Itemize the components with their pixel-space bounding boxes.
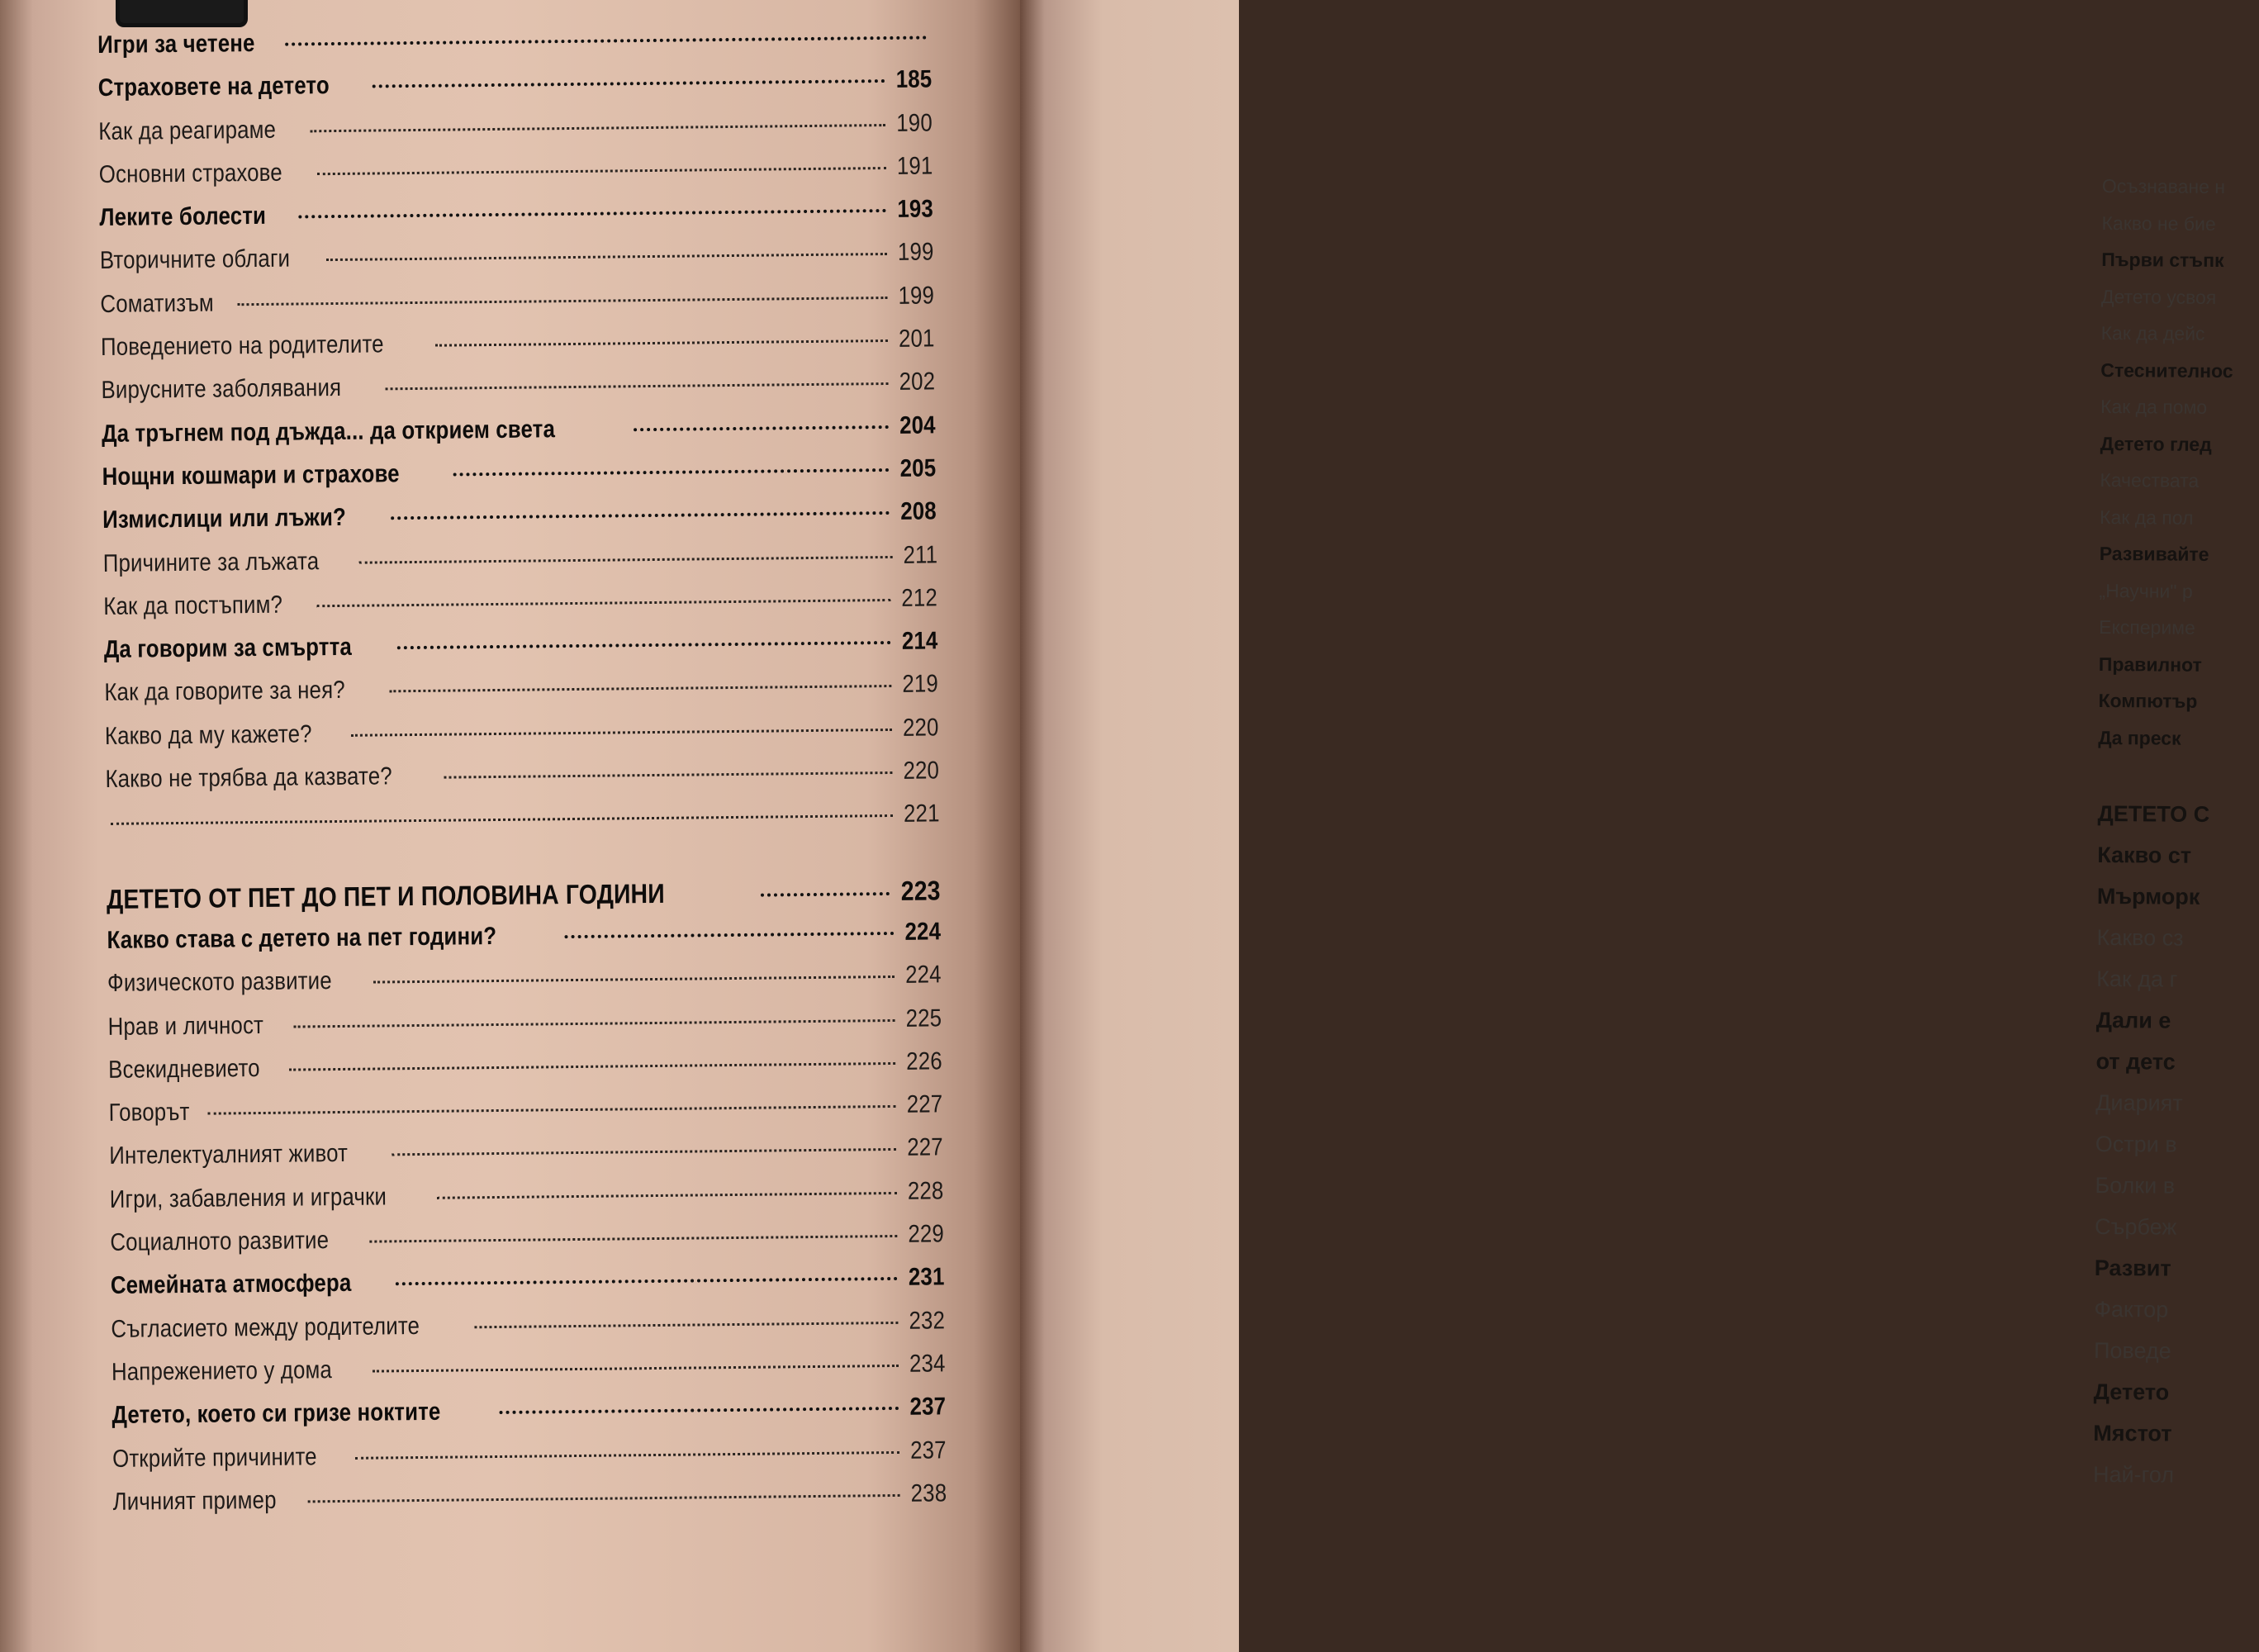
dot-leader <box>308 1494 900 1503</box>
toc-entry-title: Игри за четене <box>97 30 255 59</box>
toc-entry-title: Какво става с детето на пет години? <box>107 922 497 954</box>
dot-leader <box>359 556 892 564</box>
toc-entry-page: 199 <box>898 282 935 310</box>
toc-entry-partial: Мястот <box>2093 1420 2172 1446</box>
toc-entry-partial: Как да пол <box>2100 506 2194 529</box>
toc-entry-page: 211 <box>902 540 937 569</box>
toc-entry-page: 238 <box>910 1479 947 1507</box>
toc-entry-partial: Детето усвоя <box>2100 285 2217 308</box>
dot-leader <box>761 892 890 897</box>
toc-entry-title: Какво не трябва да казвате? <box>105 762 392 793</box>
dot-leader <box>565 932 895 938</box>
dot-leader <box>369 1235 897 1243</box>
toc-entry-partial: Детето глед <box>2100 432 2212 455</box>
toc-entry-page: 191 <box>897 152 933 180</box>
toc-entry-title: Игри, забавления и играчки <box>109 1183 387 1213</box>
toc-entry-title: Говорът <box>108 1099 190 1127</box>
toc-entry-page: 234 <box>909 1350 947 1378</box>
dot-leader <box>392 1148 896 1156</box>
right-page <box>1020 0 2233 1652</box>
dot-leader <box>290 1062 896 1071</box>
toc-entry-title: Соматизъм <box>100 289 215 318</box>
dot-leader <box>355 1450 899 1459</box>
toc-entry-page: 237 <box>909 1393 947 1421</box>
dot-leader <box>499 1407 899 1414</box>
dot-leader <box>373 976 895 984</box>
dot-leader <box>316 599 890 607</box>
toc-entry-title: Всекидневието <box>107 1054 260 1084</box>
toc-entry-title: Как да говорите за нея? <box>104 676 345 707</box>
toc-entry-partial: Детето <box>2093 1379 2170 1405</box>
dot-leader <box>286 36 928 45</box>
toc-entry-page: 208 <box>900 497 937 526</box>
toc-entry-page: 232 <box>909 1306 946 1335</box>
toc-entry-title: Страховете на детето <box>97 72 330 102</box>
toc-entry-title: Поведението на родителите <box>100 330 384 362</box>
toc-entry-partial: Остри в <box>2095 1131 2177 1157</box>
toc-entry-partial: Мърморк <box>2096 883 2200 909</box>
toc-entry-page: 212 <box>901 584 938 612</box>
toc-entry-page: 221 <box>904 800 941 828</box>
table-of-contents <box>97 22 947 1531</box>
toc-entry-page: 220 <box>903 714 940 742</box>
dot-leader <box>317 167 886 175</box>
toc-entry-title: Да говорим за смъртта <box>103 633 353 664</box>
toc-entry-partial: Първи стъпк <box>2101 248 2224 272</box>
dot-leader <box>437 1192 898 1199</box>
toc-entry-partial: Как да дейс <box>2100 321 2205 344</box>
toc-entry-page: 199 <box>898 238 935 267</box>
toc-entry-title: Социалното развитие <box>110 1227 330 1256</box>
toc-entry <box>112 1479 947 1531</box>
toc-entry-partial: Развивайте <box>2099 542 2209 565</box>
dot-leader <box>435 339 889 347</box>
toc-entry-page: 224 <box>905 961 942 990</box>
toc-entry-partial: Стеснителнос <box>2100 358 2233 382</box>
toc-entry-page: 223 <box>900 875 942 906</box>
toc-entry-partial: Развит <box>2094 1255 2171 1281</box>
dot-leader <box>634 425 889 431</box>
toc-entry-partial: ДЕТЕТО С <box>2097 800 2210 827</box>
toc-entry-title: Физическото развитие <box>107 967 332 998</box>
dot-leader <box>453 468 890 477</box>
toc-entry-partial: Да преск <box>2098 726 2181 749</box>
toc-entry-title: Основни страхове <box>98 159 282 188</box>
dot-leader <box>350 729 892 737</box>
left-page <box>0 0 1020 1652</box>
toc-entry-page: 224 <box>904 918 942 946</box>
toc-entry-title: Вторичните облаги <box>99 245 291 275</box>
toc-entry-partial: Диарият <box>2095 1089 2183 1116</box>
toc-entry-page: 214 <box>902 627 938 655</box>
dot-leader <box>326 253 888 261</box>
toc-entry-page: 228 <box>908 1177 944 1205</box>
dot-leader <box>310 124 886 132</box>
dot-leader <box>397 641 891 649</box>
toc-entry-title: Как да реагираме <box>98 116 277 145</box>
toc-entry-page: 227 <box>907 1133 944 1162</box>
toc-entry-partial: Компютър <box>2098 689 2198 712</box>
toc-entry-page: 202 <box>899 368 936 396</box>
dot-leader <box>389 685 892 692</box>
toc-entry-page: 237 <box>910 1436 947 1464</box>
toc-entry-title: Какво да му кажете? <box>104 720 312 750</box>
toc-entry-partial: Дали е <box>2095 1007 2171 1033</box>
toc-entry-partial: Качествата <box>2100 468 2200 491</box>
dot-leader <box>444 771 893 779</box>
toc-entry-partial: Експериме <box>2099 615 2195 638</box>
toc-entry-title: Леките болести <box>99 202 267 232</box>
toc-entry-title: Личният пример <box>112 1486 277 1516</box>
toc-entry-partial: Поведе <box>2093 1337 2171 1364</box>
toc-entry-title: Нощни кошмари и страхове <box>102 460 400 491</box>
dot-leader <box>391 511 890 520</box>
toc-entry-page: 219 <box>902 670 939 699</box>
toc-entry-partial: Фактор <box>2094 1296 2169 1322</box>
toc-entry-page: 201 <box>899 325 936 353</box>
toc-entry-partial: Болки в <box>2095 1172 2176 1199</box>
toc-entry-partial: Най-гол <box>2092 1461 2175 1488</box>
toc-entry-page: 205 <box>899 454 937 482</box>
toc-entry-title: Как да постъпим? <box>103 591 283 620</box>
toc-entry-page: 185 <box>895 65 933 94</box>
toc-entry-title: Открийте причините <box>112 1442 317 1473</box>
toc-entry-title: Съгласието между родителите <box>111 1312 420 1343</box>
dot-leader <box>294 1018 895 1028</box>
toc-entry-title: Да тръгнем под дъжда... да открием света <box>101 415 556 448</box>
dot-leader <box>386 382 889 390</box>
toc-entry-partial: Какво не бие <box>2101 211 2216 235</box>
table-of-contents-partial <box>2093 175 2259 1504</box>
dot-leader <box>396 1277 898 1285</box>
toc-entry-page: 229 <box>908 1220 945 1248</box>
dot-leader <box>208 1105 897 1115</box>
toc-entry-page: 227 <box>906 1090 943 1118</box>
toc-entry-partial: Как да помо <box>2100 395 2208 418</box>
page-corner-mark <box>116 0 248 27</box>
toc-entry-title: Причините за лъжата <box>102 547 320 577</box>
toc-entry-page: 231 <box>909 1263 946 1292</box>
dot-leader <box>475 1322 899 1328</box>
toc-entry-partial: „Научни" р <box>2099 579 2193 602</box>
toc-entry-title: Напрежението у дома <box>111 1356 333 1386</box>
toc-entry-partial: Какво ст <box>2097 842 2192 868</box>
toc-entry-title: ДЕТЕТО ОТ ПЕТ ДО ПЕТ И ПОЛОВИНА ГОДИНИ <box>106 877 665 914</box>
toc-entry-page: 193 <box>897 195 934 224</box>
dot-leader <box>298 209 887 218</box>
toc-entry-title: Вирусните заболявания <box>101 374 342 405</box>
toc-entry-partial: Как да г <box>2096 966 2178 992</box>
toc-entry-title: Семейната атмосфера <box>110 1270 352 1300</box>
toc-entry-page: 220 <box>903 757 940 785</box>
toc-entry-partial: Какво сз <box>2096 924 2184 951</box>
dot-leader <box>237 297 888 306</box>
toc-entry-page: 226 <box>906 1047 943 1075</box>
dot-leader <box>372 79 885 88</box>
toc-entry-partial: Сърбеж <box>2095 1213 2177 1240</box>
toc-entry-partial: Правилнот <box>2098 653 2202 676</box>
toc-entry-title: Интелектуалният живот <box>109 1140 349 1170</box>
toc-entry-partial: от детс <box>2095 1048 2176 1075</box>
toc-entry-title: Измислици или лъжи? <box>102 504 347 534</box>
toc-entry-partial: Осъзнаване н <box>2101 175 2226 198</box>
toc-entry-title: Детето, което си гризе ноктите <box>112 1398 441 1430</box>
toc-entry-page: 204 <box>899 411 937 439</box>
toc-entry-page: 225 <box>905 1004 942 1032</box>
toc-entry-page: 190 <box>896 109 933 137</box>
toc-entry-title: Нрав и личност <box>107 1011 264 1041</box>
dot-leader <box>111 814 893 825</box>
dot-leader <box>373 1365 899 1373</box>
